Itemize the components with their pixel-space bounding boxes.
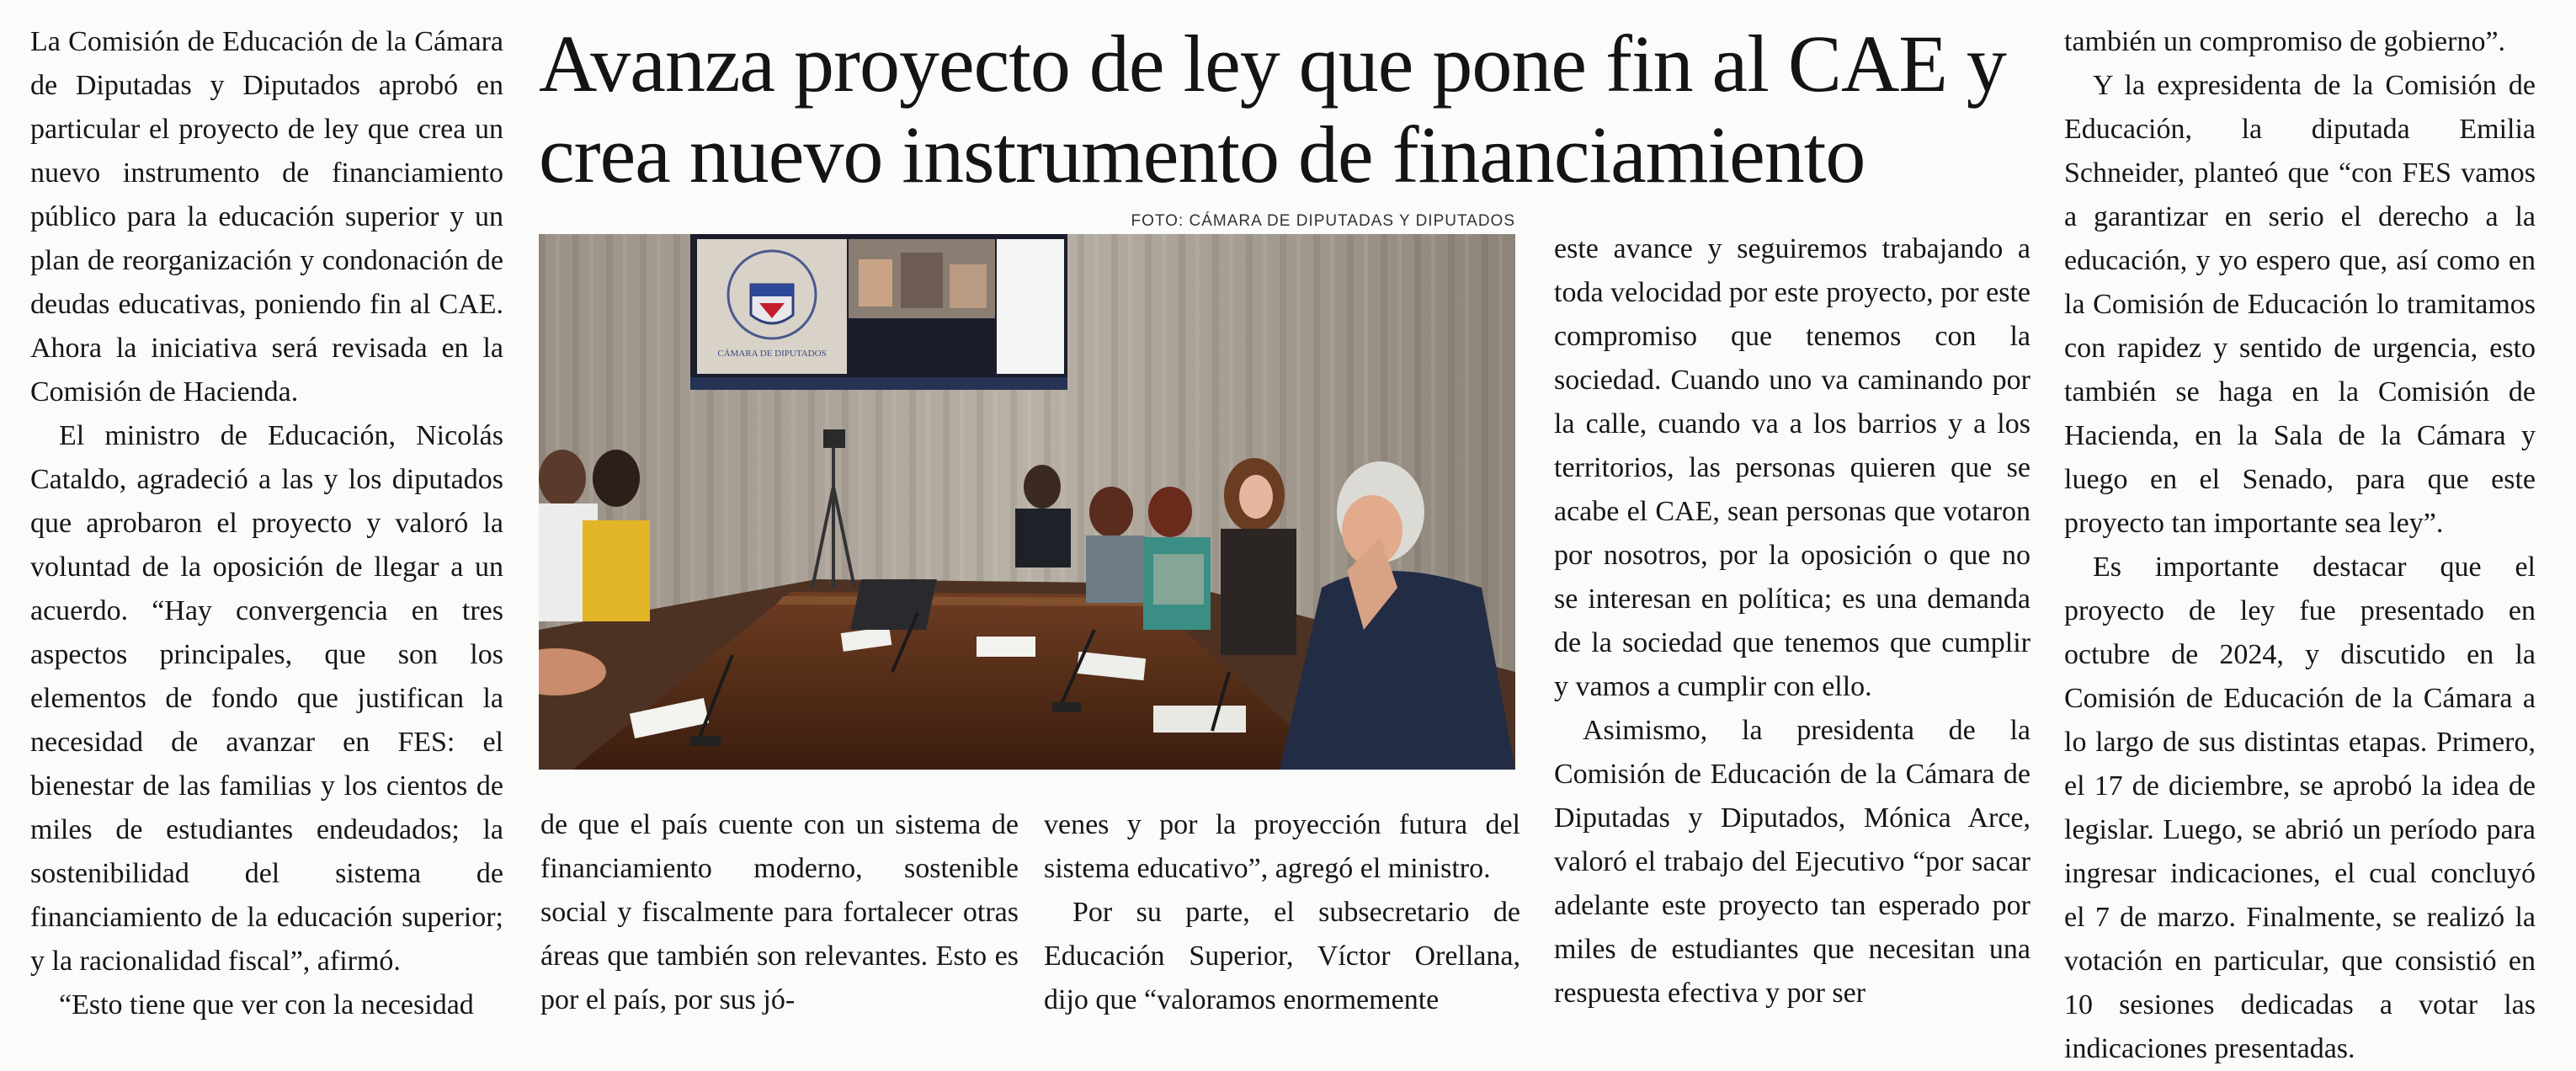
article-column-4 <box>1554 227 2030 1015</box>
tv-screen <box>690 234 1067 390</box>
paragraph: de que el país cuente con un sistema de financiamiento moderno, sostenible social y fiscalmente para fortalecer otras áreas que también son relevantes. Esto es por el país, por sus jó- <box>540 809 1019 1015</box>
paragraph: Por su parte, el subsecretario de Educación Superior, Víctor Orellana, dijo que “valoramos enormemente <box>1044 897 1520 1015</box>
paragraph: Asimismo, la presidenta de la Comisión de Educación de la Cámara de Diputadas y Diputados, Mónica Arce, valoró el trabajo del Ejecutivo “por sacar adelante este proyecto tan esperado por miles de estudiantes que necesitan una respuesta efectiva y por ser <box>1554 715 2030 1009</box>
article-headline: Avanza proyecto de ley que pone fin al CAE y crea nuevo instrumento de financiamiento <box>539 19 2006 200</box>
paragraph: Es importante destacar que el proyecto de ley fue presentado en octubre de 2024, y discutido en la Comisión de Educación de la Cámara a lo largo de sus distintas etapas. Primero, el 17 de diciembre, se aprobó la idea de legislar. Luego, se abrió un período para ingresar indicaciones, el cual concluyó el 7 de marzo. Finalmente, se realizó la votación en particular, que consistió en 10 sesiones dedicadas a votar las indicaciones presentadas. <box>2064 551 2536 1064</box>
article-column-3 <box>1044 803 1520 1022</box>
article-column-1 <box>30 20 503 1027</box>
paragraph: Y la expresidenta de la Comisión de Educación, la diputada Emilia Schneider, planteó que “con FES vamos a garantizar en serio el derecho a la educación, y yo espero que, así como en la Comisión de Educación lo tramitamos con rapidez y sentido de urgencia, esto también se haga en la Comisión de Hacienda, en la Sala de la Cámara y luego en el Senado, para que este proyecto tan importante sea ley”. <box>2064 70 2536 539</box>
paragraph: también un compromiso de gobierno”. <box>2064 26 2506 57</box>
paragraph: La Comisión de Educación de la Cámara de Diputadas y Diputados aprobó en particular el proyecto de ley que crea un nuevo instrumento de financiamiento público para la educación superior y un plan de reorganización y condonación de deudas educativas, poniendo fin al CAE. Ahora la iniciativa será revisada en la Comisión de Hacienda. <box>30 26 503 408</box>
article-column-2 <box>540 803 1019 1022</box>
article-photo <box>539 234 1515 770</box>
paragraph: venes y por la proyección futura del sistema educativo”, agregó el ministro. <box>1044 809 1520 884</box>
committee-session-photo <box>539 234 1515 770</box>
article-column-5 <box>2064 20 2536 1071</box>
photo-credit: FOTO: CÁMARA DE DIPUTADAS Y DIPUTADOS <box>1131 212 1515 230</box>
paragraph: este avance y seguiremos trabajando a toda velocidad por este proyecto, por este compromiso que tenemos con la sociedad. Cuando uno va caminando por la calle, cuando va a los barrios y a los territorios, las personas quieren que se acabe el CAE, sean personas que votaron por nosotros, por la oposición o que no se interesan en política; es una demanda de la sociedad que tenemos que cumplir y vamos a cumplir con ello. <box>1554 233 2030 702</box>
paragraph: El ministro de Educación, Nicolás Cataldo, agradeció a las y los diputados que aprobaron el proyecto y valoró la voluntad de la oposición de llegar a un acuerdo. “Hay convergencia en tres aspectos principales, que son los elementos de fondo que justifican la necesidad de avanzar en FES: el bienestar de las familias y los cientos de miles de estudiantes endeudados; la sostenibilidad del sistema de financiamiento de la educación superior; y la racionalidad fiscal”, afirmó. <box>30 420 503 977</box>
seal-text: CÁMARA DE DIPUTADOS <box>717 349 827 359</box>
paragraph: “Esto tiene que ver con la necesidad <box>59 989 474 1020</box>
